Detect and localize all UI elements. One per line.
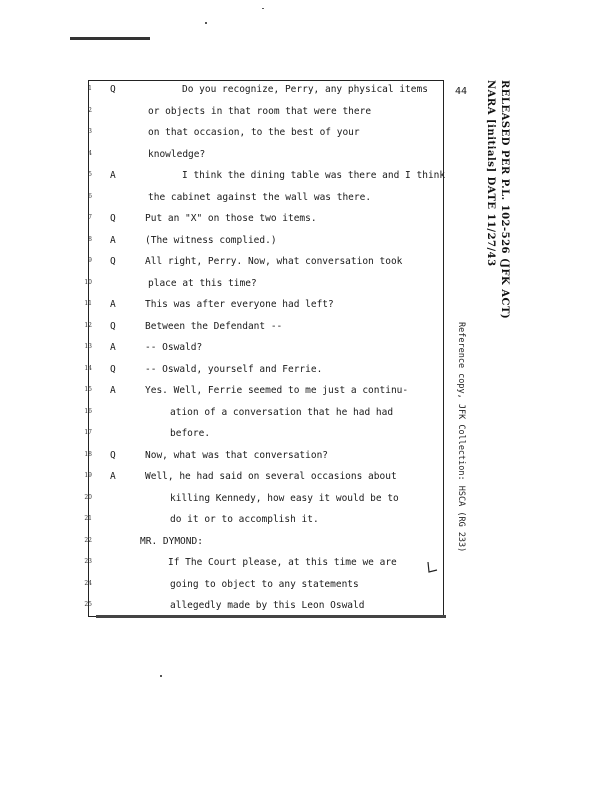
transcript-line [110, 149, 440, 171]
handwritten-mark [425, 560, 441, 576]
line-text: -- Oswald? [145, 342, 203, 353]
line-number: 17 [84, 429, 92, 436]
transcript-line [110, 213, 440, 235]
transcript-line [110, 364, 440, 386]
line-number: 18 [84, 450, 92, 458]
line-text: Do you recognize, Perry, any physical items [182, 84, 428, 95]
line-text: or objects in that room that were there [148, 105, 372, 117]
transcript-line [110, 471, 440, 493]
line-number: 22 [84, 536, 92, 544]
line-number: 7 [88, 214, 92, 221]
line-number: 20 [84, 493, 92, 501]
transcript-line [110, 450, 440, 472]
reference-note: Reference copy, JFK Collection: HSCA (RG 233) [456, 322, 466, 553]
line-number: 6 [88, 192, 92, 200]
transcript-line [110, 342, 440, 364]
speaker-label: Q [110, 84, 116, 95]
line-text: Now, what was that conversation? [145, 449, 329, 461]
transcript-line [110, 514, 440, 536]
release-stamp [485, 80, 510, 380]
line-text: If The Court please, at this time we are [168, 557, 397, 568]
transcript-line [110, 299, 440, 321]
transcript-line [110, 579, 440, 601]
stamp-line-2: NARA [initials] DATE 11/27/43 [485, 80, 496, 267]
line-number: 9 [88, 257, 92, 264]
line-text: Well, he had said on several occasions about [145, 471, 397, 482]
transcript-line [110, 278, 440, 300]
line-number: 23 [84, 558, 92, 565]
line-number: 19 [84, 472, 92, 479]
transcript-line [110, 557, 440, 579]
transcript-line [110, 127, 440, 149]
page-number: 44 [455, 86, 468, 97]
line-number: 24 [84, 579, 92, 587]
line-text: on that occasion, to the best of your [148, 127, 360, 138]
line-text: MR. DYMOND: [140, 535, 203, 547]
transcript-line [110, 170, 446, 192]
line-number: 11 [84, 300, 92, 307]
transcript-line [110, 106, 440, 128]
speaker-label: A [110, 471, 116, 482]
line-text: do it or to accomplish it. [170, 514, 319, 525]
line-number: 5 [88, 171, 92, 178]
line-text: I think the dining table was there and I think [182, 170, 446, 181]
transcript-line [110, 84, 440, 106]
transcript-line [110, 493, 440, 515]
line-number: 25 [84, 601, 92, 608]
line-number: 2 [88, 106, 92, 114]
scan-speck [262, 8, 264, 9]
speaker-label: A [110, 234, 116, 246]
line-number: 1 [88, 85, 92, 92]
speaker-label: Q [110, 213, 116, 224]
line-number: 15 [84, 386, 92, 393]
line-text: going to object to any statements [170, 578, 359, 590]
line-text: All right, Perry. Now, what conversation took [145, 256, 403, 267]
line-text: -- Oswald, yourself and Ferrie. [145, 363, 323, 375]
line-text: the cabinet against the wall was there. [148, 191, 372, 203]
stamp-line-1: RELEASED PER P.L. 102-526 (JFK ACT) [499, 80, 510, 320]
speaker-label: Q [110, 320, 116, 332]
top-rule [70, 37, 150, 40]
line-text: place at this time? [148, 277, 257, 289]
line-number: 12 [84, 321, 92, 329]
scan-speck [205, 22, 207, 24]
transcript-line [110, 192, 440, 214]
line-text: Yes. Well, Ferrie seemed to me just a continu- [145, 385, 409, 396]
speaker-label: A [110, 342, 116, 353]
speaker-label: Q [110, 449, 116, 461]
line-number: 16 [84, 407, 92, 415]
line-text: This was after everyone had left? [145, 299, 334, 310]
line-text: killing Kennedy, how easy it would be to [170, 492, 399, 504]
line-number: 10 [84, 278, 92, 286]
transcript-line [110, 321, 440, 343]
speaker-label: A [110, 299, 116, 310]
line-text: allegedly made by this Leon Oswald [170, 600, 365, 611]
transcript-line [110, 600, 440, 622]
line-number: 3 [88, 128, 92, 135]
speaker-label: Q [110, 363, 116, 375]
line-text: ation of a conversation that he had had [170, 406, 394, 418]
line-number: 13 [84, 343, 92, 350]
speaker-label: A [110, 170, 116, 181]
transcript-line [110, 256, 440, 278]
line-text: before. [170, 428, 211, 439]
line-number: 14 [84, 364, 92, 372]
transcript-line [110, 407, 440, 429]
line-number: 4 [88, 149, 92, 157]
transcript-line [110, 536, 440, 558]
scan-speck [160, 675, 162, 677]
line-text: Put an "X" on those two items. [145, 213, 317, 224]
transcript-line [110, 385, 440, 407]
speaker-label: A [110, 385, 116, 396]
transcript-line [110, 235, 440, 257]
line-text: (The witness complied.) [145, 234, 277, 246]
transcript-line [110, 428, 440, 450]
line-text: knowledge? [148, 148, 206, 160]
line-number: 8 [88, 235, 92, 243]
line-text: Between the Defendant -- [145, 320, 283, 332]
line-number: 21 [84, 515, 92, 522]
speaker-label: Q [110, 256, 116, 267]
